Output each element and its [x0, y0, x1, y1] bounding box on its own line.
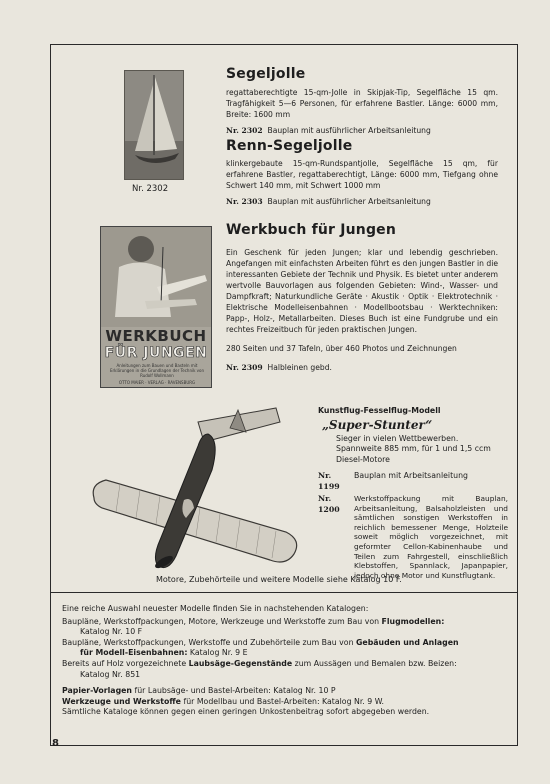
werkbuch-desc: Ein Geschenk für jeden Jungen; klar und lebendig geschrieben. Angefangen mit einfachsten Arbeiten führt es den jungen Bastler in die interessanten Gebiete der Technik und Physik. Es bietet unter anderem wertvolle Bauvorlagen aus folgenden Gebieten: Wind-, Wasser- und Dampfkraft; Naturkundliche Geräte · Akustik · Optik · Elektrotechnik · Elektrische Modelleisenbahnen · Modellbootsbau · Werktechniken: Papp-, Holz-, Metallarbeiten. Dieses Buch ist eine Fundgrube und ein rechtes Freizeitbuch für jeden praktischen Jungen.: [226, 248, 498, 334]
catalog-line-2-cont: [62, 648, 508, 659]
catalog-line-3-text: Bereits auf Holz vorgezeichnete: [62, 658, 189, 668]
catalog-line-5-text: für Modellbau und Bastel-Arbeiten: Katalog Nr. 9 W.: [180, 696, 385, 706]
catalog-line-2: [62, 638, 508, 659]
catalog-line-3-bold: Laubsäge-Gegenstände: [188, 658, 293, 668]
stunter-nr1-row: [318, 471, 508, 492]
renn-section: [226, 138, 498, 207]
stunter-section: [318, 406, 508, 580]
stunter-kicker: Kunstflug-Fesselflug-Modell: [318, 406, 441, 415]
catalog-line-4: [62, 686, 508, 697]
catalog-line-6: Sämtliche Kataloge können gegen einen geringen Unkostenbeitrag sofort abgegeben werden.: [62, 707, 430, 717]
catalog-line-3-ref: Katalog Nr. 851: [80, 669, 141, 679]
cover-publisher: OTTO MAIER · VERLAG · RAVENSBURG: [118, 380, 196, 385]
werkbuch-pages: 280 Seiten und 37 Tafeln, über 460 Photos und Zeichnungen: [226, 344, 457, 353]
photo-caption: Nr. 2302: [132, 184, 169, 194]
segeljolle-nr-desc: Bauplan mit ausführlicher Arbeitsanleitung: [267, 126, 431, 135]
segeljolle-nr-line: [226, 125, 498, 136]
catalog-section: [62, 604, 508, 718]
segeljolle-title: Segeljolle: [226, 66, 306, 82]
boy-with-model-icon: [101, 227, 212, 327]
segeljolle-section: [226, 66, 498, 136]
page-number: 8: [52, 738, 59, 749]
catalog-line-2-text: Baupläne, Werkstoffpackungen, Werkstoffe und Zubehörteile zum Bau von: [62, 637, 356, 647]
stunter-nr2-row: [318, 494, 508, 580]
catalog-line-5-bold: Werkzeuge und Werkstoffe: [62, 696, 181, 706]
catalog-intro: Eine reiche Auswahl neuester Modelle finden Sie in nachstehenden Katalogen:: [62, 604, 369, 613]
catalog-line-4-bold: Papier-Vorlagen: [62, 686, 132, 696]
stunter-name: „Super-Stunter“: [322, 417, 433, 432]
stunter-nr2: Nr. 1200: [318, 494, 340, 514]
stunter-line-1: Sieger in vielen Wettbewerben.: [336, 433, 459, 443]
catalog-line-1: [62, 617, 508, 638]
section-divider: [50, 592, 518, 593]
stunter-line-3: Diesel-Motore: [336, 454, 390, 464]
werkbuch-nr: Nr. 2309: [226, 363, 263, 372]
catalog-line-1-text: Baupläne, Werkstoffpackungen, Motore, Werkzeuge und Werkstoffe zum Bau von: [62, 616, 382, 626]
catalog-line-4-text: für Laubsäge- und Bastel-Arbeiten: Katalog Nr. 10 P: [132, 686, 336, 696]
catalog-line-5: [62, 697, 508, 708]
catalog-line-2-bold2: für Modell-Eisenbahnen:: [80, 648, 188, 658]
stunter-nr1-desc: Bauplan mit Arbeitsanleitung: [354, 471, 468, 480]
werkbuch-nr-desc: Halbleinen gebd.: [267, 363, 332, 372]
catalog-line-3-text2: zum Aussägen und Bemalen bzw. Beizen:: [292, 658, 457, 668]
werkbuch-nr-line: [226, 362, 498, 373]
segeljolle-desc: regattaberechtigte 15-qm-Jolle in Skipjak-Tip, Segelfläche 15 qm. Tragfähigkeit 5—6 Personen, für erfahrene Bastler. Länge: 6000 mm, Breite: 1600 mm: [226, 88, 498, 119]
airplane-model-icon: [80, 400, 320, 580]
cover-title-1: WERKBUCH: [105, 327, 207, 345]
sailboat-icon: [125, 71, 183, 179]
werkbuch-section: [226, 222, 498, 373]
sailboat-photo: [124, 70, 184, 180]
catalog-line-3: [62, 659, 508, 680]
catalog-line-1-bold: Flugmodellen:: [381, 616, 445, 626]
cover-title-2: FÜR JUNGEN: [104, 345, 208, 361]
segeljolle-nr: Nr. 2302: [226, 126, 263, 135]
werkbuch-title: Werkbuch für Jungen: [226, 222, 397, 238]
catalog-line-2-bold: Gebäuden und Anlagen: [356, 637, 459, 647]
stunter-footer: Motore, Zubehörteile und weitere Modelle siehe Katalog 10 F.: [156, 575, 402, 584]
catalog-line-2-ref: Katalog Nr. 9 E: [187, 648, 248, 658]
stunter-nr2-desc: Werkstoffpackung mit Bauplan, Arbeitsanleitung, Balsaholzleisten und sämtlichen sonstigen Werkstoffen in reichlich bemessener Menge, Holzteile soweit möglich vorgezeichnet, mit geformter Cellon-Kabinenhaube und Teilen zum Fahrgestell, einschließlich Klebstoffen, Spannlack, Japanpapier, jedoch ohne Motor und Kunstflugtank.: [354, 494, 508, 580]
werkbuch-cover: [100, 226, 212, 388]
stunter-line-2: Spannweite 885 mm, für 1 und 1,5 ccm: [336, 444, 491, 453]
renn-nr-desc: Bauplan mit ausführlicher Arbeitsanleitung: [267, 197, 431, 206]
catalog-line-1-ref: Katalog Nr. 10 F: [80, 627, 143, 637]
stunter-nr1: Nr. 1199: [318, 471, 340, 491]
renn-nr-line: [226, 196, 498, 207]
renn-title: Renn-Segeljolle: [226, 138, 353, 154]
renn-desc: klinkergebaute 15-qm-Rundspantjolle, Segelfläche 15 qm, für erfahrene Bastler, regattaberechtigt, Länge: 6000 mm, Tiefgang ohne Schwert 140 mm, mit Schwert 1000 mm: [226, 159, 498, 190]
renn-nr: Nr. 2303: [226, 197, 263, 206]
cover-subtitle: Anleitungen zum Bauen und Basteln mit Erklärungen in die Grundlagen der Technik von Rudolf Wollmann: [109, 363, 205, 378]
